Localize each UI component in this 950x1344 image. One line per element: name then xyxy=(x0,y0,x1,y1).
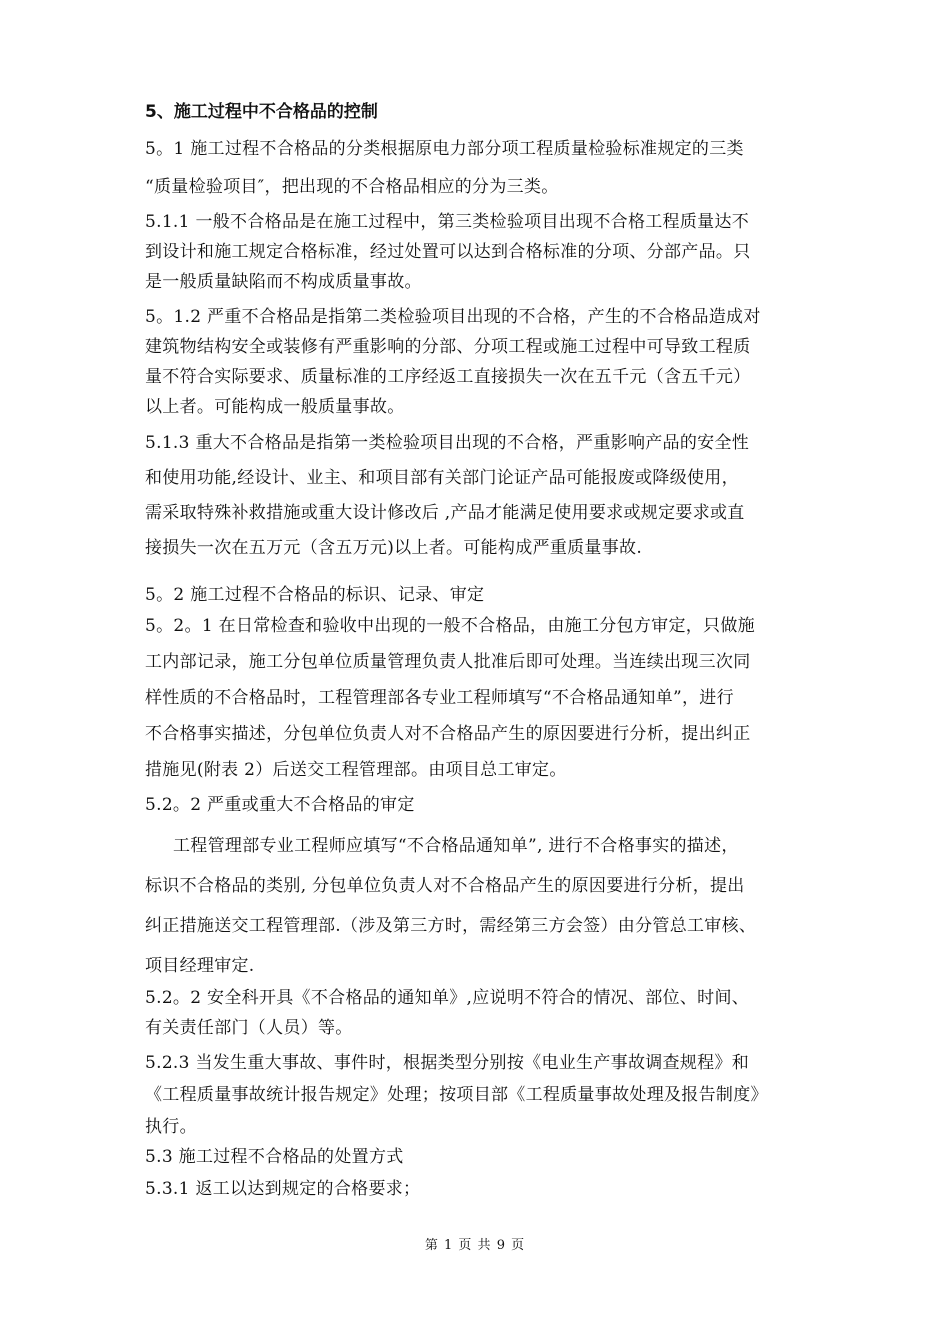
paragraph-5-2-1 xyxy=(145,608,815,788)
paragraph-5-2-3 xyxy=(145,1047,815,1143)
text-line: 5.2。2 安全科开具《不合格品的通知单》,应说明不符合的情况、部位、时间、 xyxy=(145,988,750,1008)
text-line: 5。2 施工过程不合格品的标识、记录、审定 xyxy=(145,585,485,605)
text-line: “质量检验项目″，把出现的不合格品相应的分为三类。 xyxy=(145,177,559,197)
paragraph-5-1-3 xyxy=(145,426,815,566)
text-line: 有关责任部门（人员）等。 xyxy=(145,1018,353,1038)
text-line: 5.3 施工过程不合格品的处置方式 xyxy=(145,1147,404,1167)
text-line: 需采取特殊补救措施或重大设计修改后 ,产品才能满足使用要求或规定要求或直 xyxy=(145,503,745,523)
text-line: 是一般质量缺陷而不构成质量事故。 xyxy=(145,272,422,292)
section-heading: 5、施工过程中不合格品的控制 xyxy=(145,102,378,122)
text-line: 和使用功能,经设计、业主、和项目部有关部门论证产品可能报废或降级使用， xyxy=(145,468,739,488)
text-line: 以上者。可能构成一般质量事故。 xyxy=(145,397,405,417)
paragraph-5-2-2-body xyxy=(145,826,815,986)
text-line: 接损失一次在五万元（含五万元)以上者。可能构成严重质量事故. xyxy=(145,538,643,558)
text-line: 到设计和施工规定合格标准，经过处置可以达到合格标准的分项、分部产品。只 xyxy=(145,242,751,262)
text-line: 样性质的不合格品时，工程管理部各专业工程师填写“不合格品通知单”，进行 xyxy=(145,688,734,708)
paragraph-5-1-2 xyxy=(145,302,815,422)
text-line: 项目经理审定. xyxy=(145,956,255,976)
text-line: 5.1.1 一般不合格品是在施工过程中，第三类检验项目出现不合格工程质量达不 xyxy=(145,212,750,232)
text-line: 不合格事实描述，分包单位负责人对不合格品产生的原因要进行分析，提出纠正 xyxy=(145,724,751,744)
paragraph-5-2 xyxy=(145,580,815,610)
paragraph-5-1 xyxy=(145,130,815,206)
paragraph-5-2-2-title xyxy=(145,790,815,820)
text-line: 标识不合格品的类别, 分包单位负责人对不合格品产生的原因要进行分析，提出 xyxy=(145,876,745,896)
text-line: 执行。 xyxy=(145,1117,197,1137)
text-line: 工内部记录，施工分包单位质量管理负责人批准后即可处理。当连续出现三次同 xyxy=(145,652,751,672)
text-line: 措施见(附表 2）后送交工程管理部。由项目总工审定。 xyxy=(145,760,567,780)
text-line: 量不符合实际要求、质量标准的工序经返工直接损失一次在五千元（含五千元） xyxy=(145,367,751,387)
text-line: 5.2。2 严重或重大不合格品的审定 xyxy=(145,795,415,815)
text-line: 5。1.2 严重不合格品是指第二类检验项目出现的不合格，产生的不合格品造成对 xyxy=(145,307,761,327)
text-line: 5.1.3 重大不合格品是指第一类检验项目出现的不合格，严重影响产品的安全性 xyxy=(145,433,750,453)
paragraph-5-2-2-safety xyxy=(145,983,815,1043)
text-line: 工程管理部专业工程师应填写“不合格品通知单”, 进行不合格事实的描述， xyxy=(173,836,739,856)
text-line: 5.2.3 当发生重大事故、事件时，根据类型分别按《电业生产事故调查规程》和 xyxy=(145,1053,750,1073)
text-line: 《工程质量事故统计报告规定》处理；按项目部《工程质量事故处理及报告制度》 xyxy=(145,1085,768,1105)
page-number-footer: 第 1 页 共 9 页 xyxy=(424,1238,526,1253)
text-line: 纠正措施送交工程管理部.（涉及第三方时，需经第三方会签）由分管总工审核、 xyxy=(145,916,757,936)
text-line: 5.3.1 返工以达到规定的合格要求； xyxy=(145,1179,421,1199)
text-line: 5。2。1 在日常检查和验收中出现的一般不合格品，由施工分包方审定，只做施 xyxy=(145,616,755,636)
text-line: 5。1 施工过程不合格品的分类根据原电力部分项工程质量检验标准规定的三类 xyxy=(145,139,744,159)
text-line: 建筑物结构安全或装修有严重影响的分部、分项工程或施工过程中可导致工程质 xyxy=(145,337,751,357)
paragraph-5-3-1 xyxy=(145,1174,815,1204)
paragraph-5-3 xyxy=(145,1142,815,1172)
paragraph-5-1-1 xyxy=(145,207,815,297)
